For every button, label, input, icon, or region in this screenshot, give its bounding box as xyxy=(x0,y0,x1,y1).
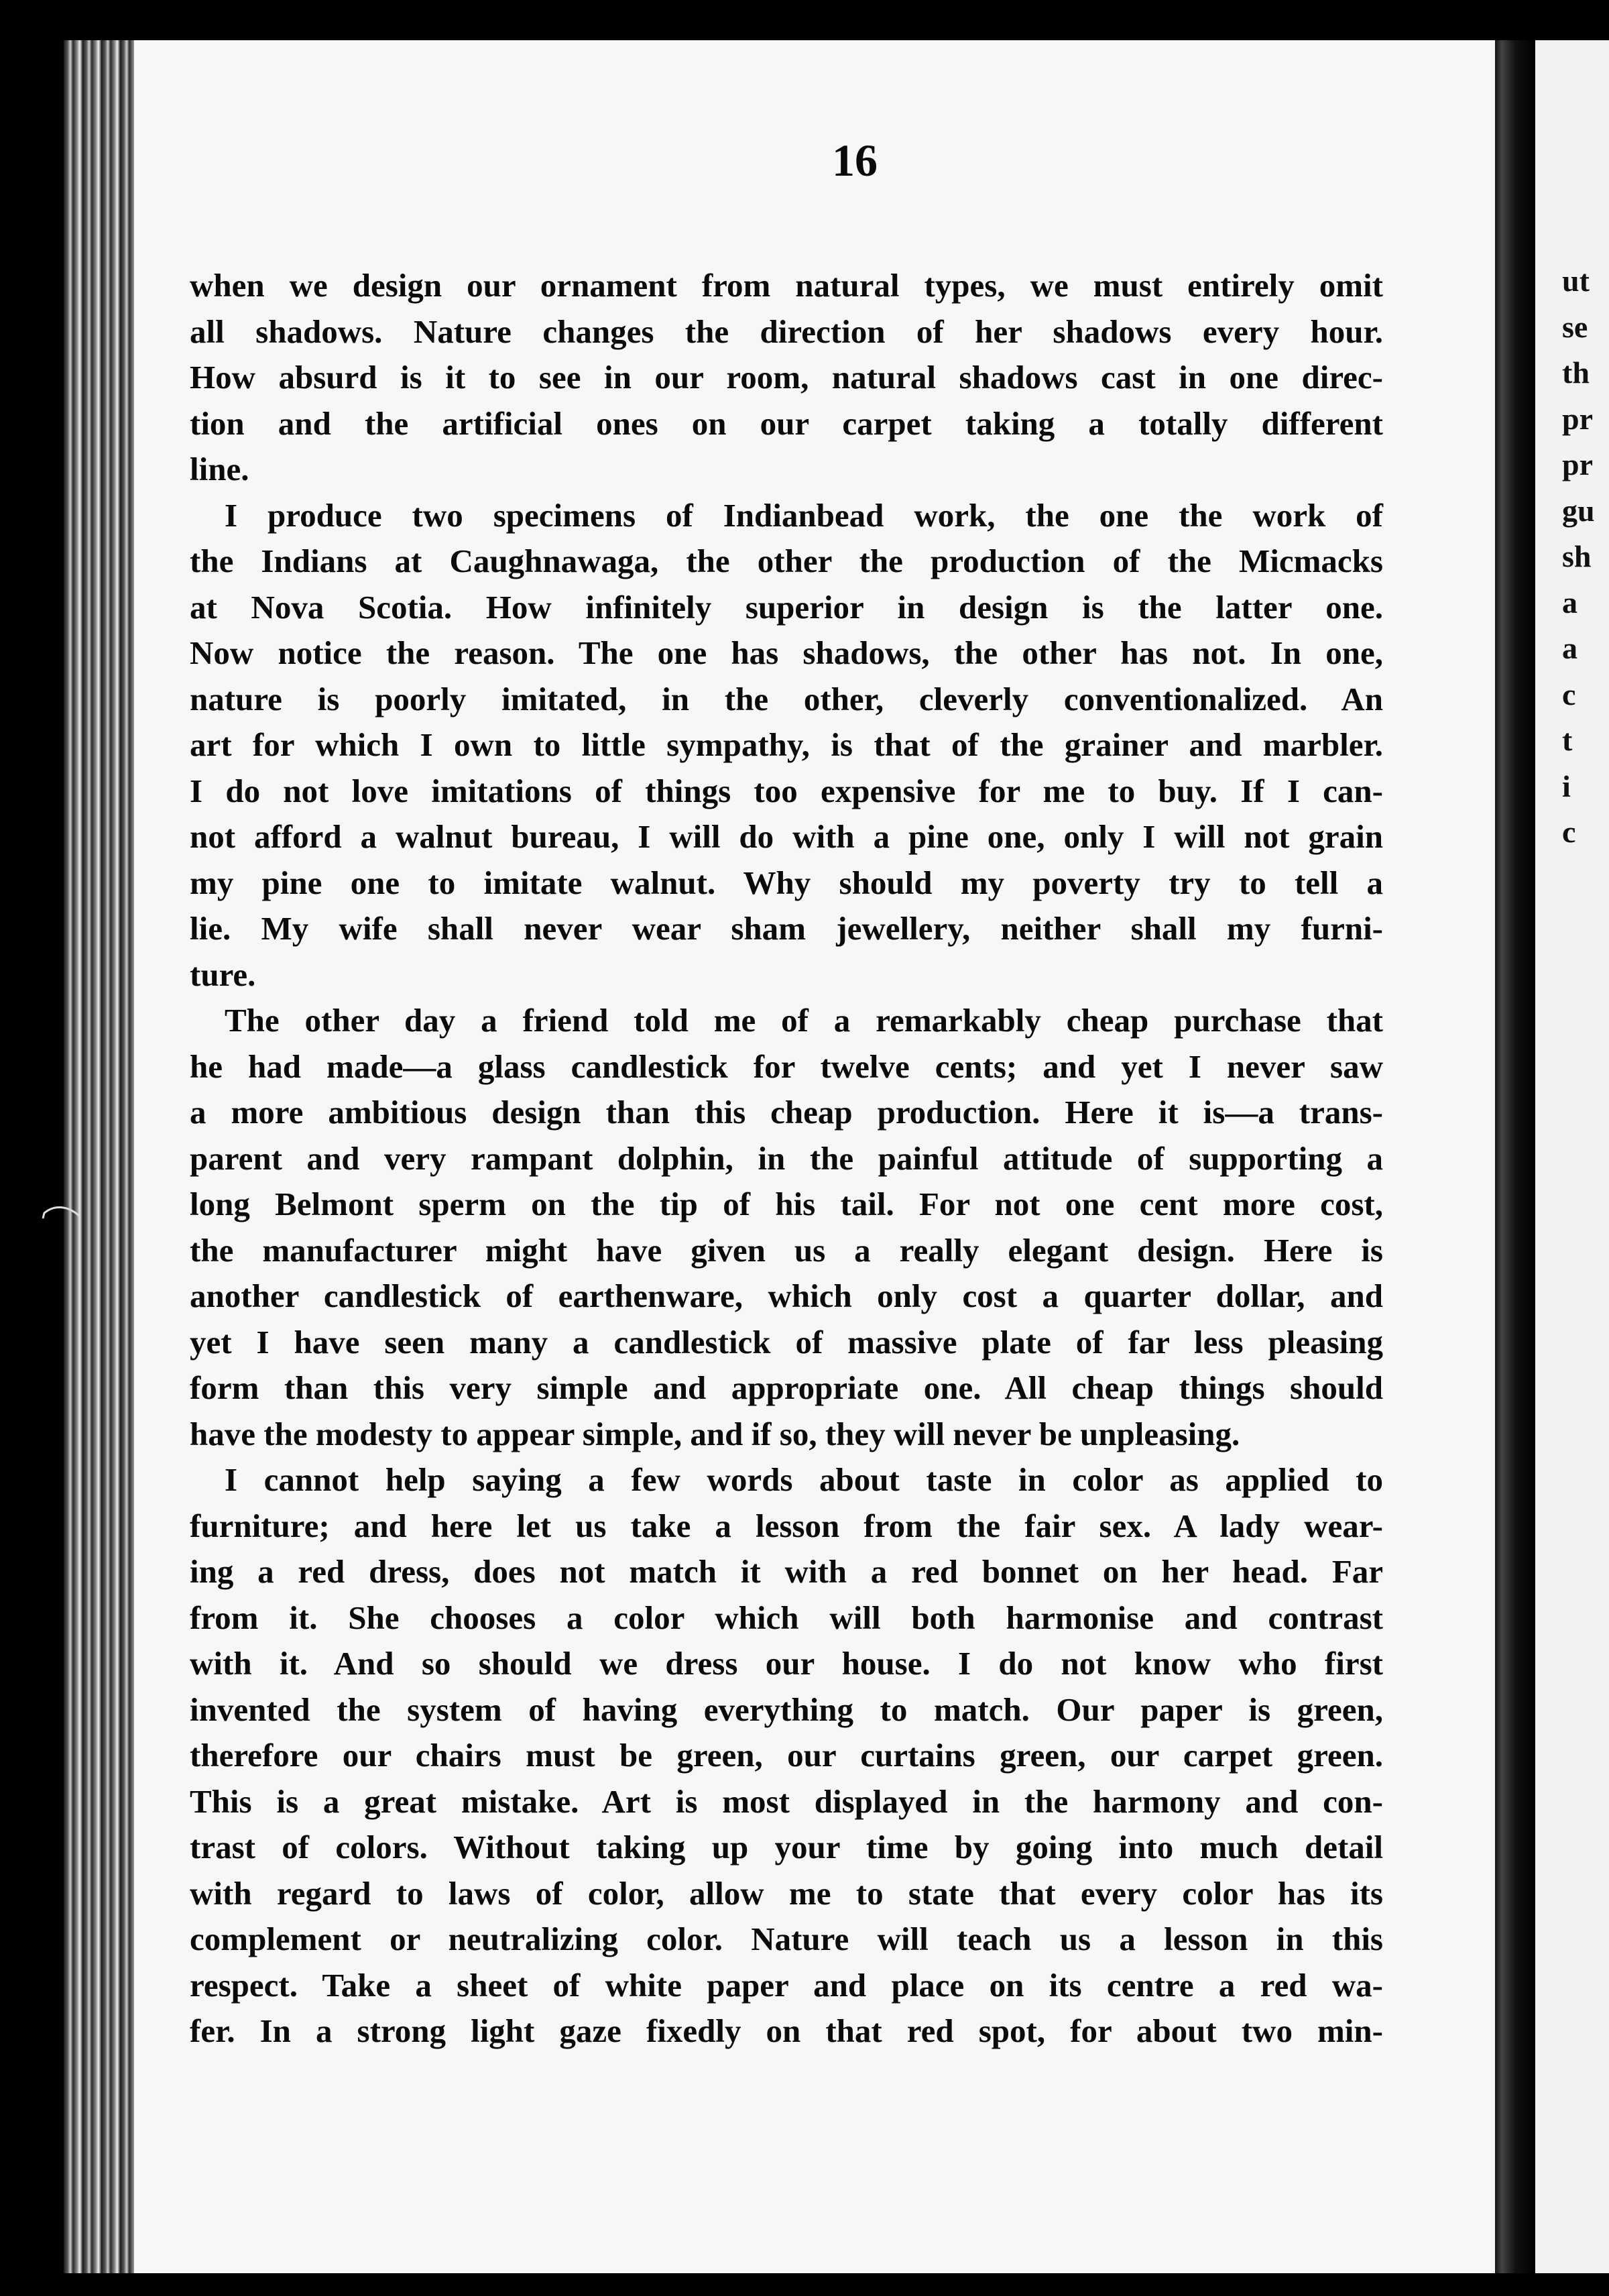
text-line: a more ambitious design than this cheap production. Here it is—a trans- xyxy=(190,1094,1383,1131)
text-line: Now notice the reason. The one has shadows, the other has not. In one, xyxy=(190,634,1383,671)
book-binding-edge xyxy=(64,40,137,2273)
text-line: respect. Take a sheet of white paper and place on its centre a red wa- xyxy=(190,1966,1383,2004)
text-line: from it. She chooses a color which will both harmonise and contrast xyxy=(190,1599,1383,1636)
facing-page-text-fragment: i xyxy=(1562,768,1571,803)
text-line: This is a great mistake. Art is most displayed in the harmony and con- xyxy=(190,1782,1383,1820)
text-line: he had made—a glass candlestick for twelve cents; and yet I never saw xyxy=(190,1047,1383,1085)
text-line: lie. My wife shall never wear sham jewellery, neither shall my furni- xyxy=(190,910,1383,947)
text-line: the manufacturer might have given us a really elegant design. Here is xyxy=(190,1231,1383,1269)
body-text xyxy=(190,263,1383,2055)
facing-page-text-fragment: pr xyxy=(1562,401,1593,436)
facing-page-text-fragment: c xyxy=(1562,815,1576,849)
facing-page-text-fragment: ut xyxy=(1562,264,1590,298)
text-line: with regard to laws of color, allow me to state that every color has its xyxy=(190,1874,1383,1912)
text-line: complement or neutralizing color. Nature will teach us a lesson in this xyxy=(190,1920,1383,1957)
text-line: when we design our ornament from natural types, we must entirely omit xyxy=(190,267,1383,304)
text-line: I produce two specimens of Indianbead work, the one the work of xyxy=(225,496,1383,534)
text-line: nature is poorly imitated, in the other, cleverly conventionalized. An xyxy=(190,680,1383,718)
text-line: yet I have seen many a candlestick of massive plate of far less pleasing xyxy=(190,1323,1383,1361)
text-line: fer. In a strong light gaze fixedly on that red spot, for about two min- xyxy=(190,2012,1383,2049)
facing-page-text-fragment: sh xyxy=(1562,539,1592,573)
text-line: form than this very simple and appropriate one. All cheap things should xyxy=(190,1369,1383,1406)
text-line: at Nova Scotia. How infinitely superior in design is the latter one. xyxy=(190,588,1383,626)
text-line: trast of colors. Without taking up your time by going into much detail xyxy=(190,1829,1383,1866)
page-gutter xyxy=(1495,40,1535,2273)
facing-page-fragment xyxy=(1535,40,1609,2273)
text-line: my pine one to imitate walnut. Why should my poverty try to tell a xyxy=(190,864,1383,901)
facing-page-text-fragment: a xyxy=(1562,585,1577,620)
facing-page-text-fragment: a xyxy=(1562,631,1577,665)
text-line: long Belmont sperm on the tip of his tail. For not one cent more cost, xyxy=(190,1186,1383,1222)
text-line: invented the system of having everything to match. Our paper is green, xyxy=(190,1690,1383,1728)
text-line: all shadows. Nature changes the direction of her shadows every hour. xyxy=(190,312,1383,350)
facing-page-text-fragment: pr xyxy=(1562,447,1593,481)
text-line: ture. xyxy=(190,956,256,993)
text-line: ing a red dress, does not match it with a red bonnet on her head. Far xyxy=(190,1553,1383,1590)
facing-page-text-fragment: c xyxy=(1562,677,1576,711)
text-line: parent and very rampant dolphin, in the painful attitude of supporting a xyxy=(190,1139,1383,1177)
facing-page-text-fragment: th xyxy=(1562,355,1590,390)
text-line: tion and the artificial ones on our carpet taking a totally different xyxy=(190,404,1383,442)
text-line: I cannot help saying a few words about taste in color as applied to xyxy=(225,1461,1383,1498)
text-line: not afford a walnut bureau, I will do with a pine one, only I will not grain xyxy=(190,818,1383,855)
text-line: with it. And so should we dress our house. I do not know who first xyxy=(190,1645,1383,1682)
facing-page-text-fragment: t xyxy=(1562,723,1573,757)
page-number: 16 xyxy=(832,135,878,186)
facing-page-text-fragment: gu xyxy=(1562,493,1595,528)
text-line: therefore our chairs must be green, our curtains green, our carpet green. xyxy=(190,1737,1383,1774)
margin-mark xyxy=(40,1204,80,1224)
text-line: I do not love imitations of things too expensive for me to buy. If I can- xyxy=(190,772,1383,809)
text-line: The other day a friend told me of a remarkably cheap purchase that xyxy=(225,1002,1383,1039)
text-line: furniture; and here let us take a lesson from the fair sex. A lady wear- xyxy=(190,1507,1383,1544)
text-line: the Indians at Caughnawaga, the other the production of the Micmacks xyxy=(190,542,1383,579)
text-line: have the modesty to appear simple, and if so, they will never be unpleasing. xyxy=(190,1415,1240,1452)
text-line: art for which I own to little sympathy, is that of the grainer and marbler. xyxy=(190,726,1383,763)
text-line: How absurd is it to see in our room, natural shadows cast in one direc- xyxy=(190,359,1383,396)
text-line: another candlestick of earthenware, which only cost a quarter dollar, and xyxy=(190,1277,1383,1314)
text-line: line. xyxy=(190,451,249,487)
facing-page-text-fragment: se xyxy=(1562,309,1588,344)
